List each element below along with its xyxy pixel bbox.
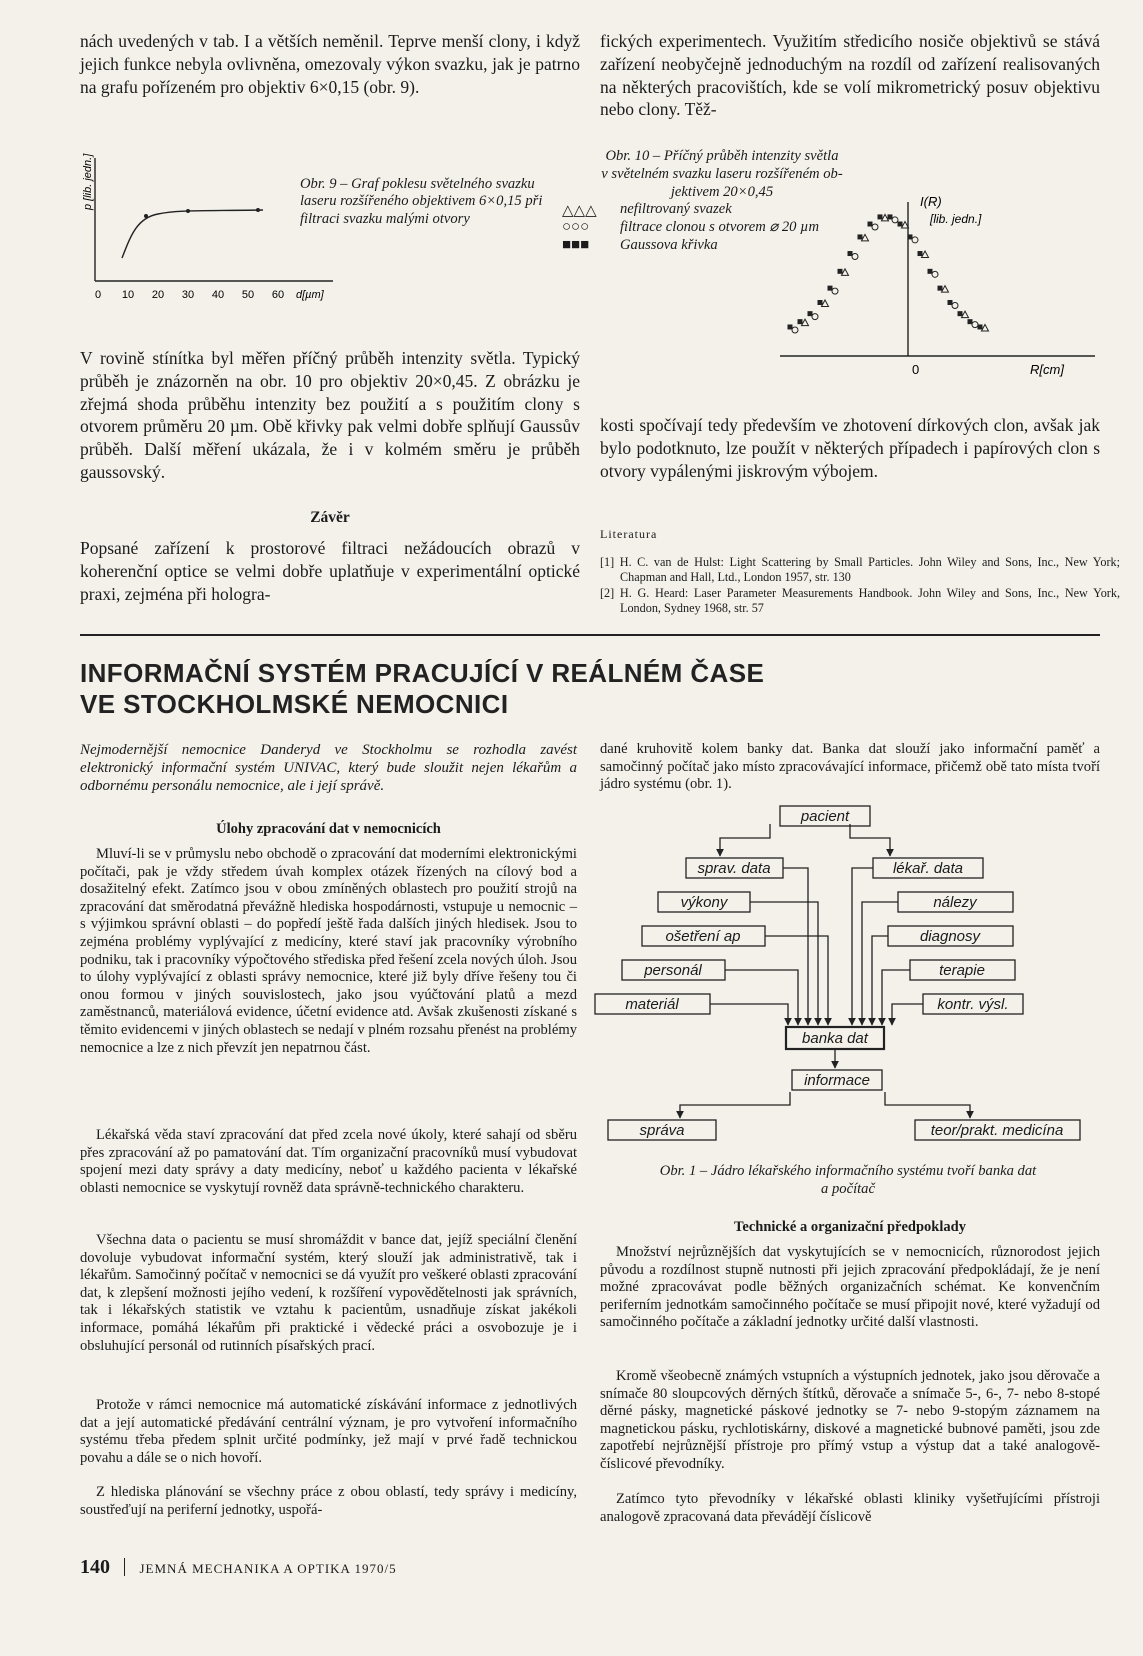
filtered-point [912,237,918,243]
figure-10-graph [780,192,1100,382]
paragraph-section-2-b: Kromě všeobecně známých vstupních a výstupních jednotek, jako jsou děrovače a snímače 80 sloupcových děrných štítků, děrovače a snímače 5-, 6-, 7- nebo 8-stopé děrné pásky, magnetické páskové jednotky se 7- nebo 9-stopým záznamem na magnetickou pásku, rychlotiskárny, diskové a magnetické bubnové paměti, jsou zde zapotřebí nejrůznější přístroje pro přímý vstup a výstup dat a také analogově-číslicové převodníky. [600,1368,1100,1472]
diagram-material: materiál [625,996,679,1013]
diagram-nalezy: nálezy [933,894,977,911]
filtered-point [832,288,838,294]
paragraph-section-2-c: Zatímco tyto převodníky v lékařské oblasti kliniky vyšetřujícími přístroji analogově zpracovaná data převádějí číslicově [600,1491,1100,1525]
unfiltered-point [822,300,829,307]
figure-10-caption-line-1: Obr. 10 – Příčný průběh intenzity světla [605,148,839,164]
gauss-point [858,234,863,239]
fig9-tick: 50 [241,289,255,301]
diagram-pacient: pacient [800,808,850,825]
journal-name: JEMNÁ MECHANIKA A OPTIKA 1970/5 [139,1561,397,1576]
unfiltered-point [982,324,989,331]
diagram-sprava: správa [639,1122,685,1139]
paragraph-closing-right: kosti spočívají tedy především ve zhotovení dírkových clon, avšak jak bylo podotknuto, lze použít v některých případech i papírových clon s otvory vypálenými jiskrovým výbojem. [600,415,1100,481]
gauss-point [898,222,903,227]
gauss-point [838,269,843,274]
fig10-ylabel-unit: [lib. jedn.] [930,212,982,226]
fig9-xlabel: d[µm] [296,289,324,301]
fig9-ylabel: p [lib. jedn.] [82,153,94,210]
paragraph-section-1-d: Protože v rámci nemocnice má automatické získávání informace z jednotlivých dat a její automatické předávání centrální význam, je pro vytvoření informačního systému třeba předem splnit určité podmínky, jež mají v prvé řadě technickou povahu a dále se o nich hovoří. [80,1397,577,1466]
filtered-point [852,254,858,260]
gauss-point [818,300,823,305]
diagram-sprav-data: sprav. data [697,860,771,877]
fig9-tick: 40 [211,289,225,301]
filtered-point [872,224,878,230]
figure-1-diagram [590,800,1100,1160]
gauss-point [918,251,923,256]
diagram-informace: informace [804,1072,870,1089]
article-title-line-1: INFORMAČNÍ SYSTÉM PRACUJÍCÍ V REÁLNÉM ČASE [80,658,765,688]
circle-marker-icon: ○○○ [562,219,590,235]
fig10-origin: 0 [912,362,920,377]
unfiltered-point [842,269,849,276]
diagram-teor: teor/prakt. medicína [930,1122,1064,1139]
reference-1: [1] H. C. van de Hulst: Light Scattering by Small Particles. John Wiley and Sons, Inc., New York; Chapman and Hall, Ltd., London 1957, str. 130 [600,555,1120,585]
diagram-kontr: kontr. výsl. [937,996,1009,1013]
figure-10-points [788,214,989,333]
gauss-point [958,311,963,316]
fig10-xlabel: R[cm] [1030,362,1064,377]
legend-label-filtered: filtrace clonou s otvorem ⌀ 20 µm [620,219,820,235]
fig9-tick: 30 [181,289,195,301]
fig9-tick: 20 [151,289,165,301]
paragraph-intro-left: nách uvedených v tab. I a větších neměnil. Teprve menší clony, i když jejich funkce nebyla ovlivněna, omezovaly výkon svazku, jak je patrno na grafu pořízeném pro objektiv 6×0,15 (obr. 9). [80,31,580,97]
unfiltered-point [942,286,949,293]
diagram-osetreni: ošetření ap [665,928,741,945]
filtered-point [812,314,818,320]
paragraph-measurement: V rovině stínítka byl měřen příčný průběh intenzity světla. Typický průběh je znázorněn na obr. 10 pro objektiv 20×0,45. Z obrázku je zřejmá shoda průběhu intenzity bez použití a s použitím clony s otvorem průměru 20 µm. Obě křivky pak velmi dobře splňují Gaussův průběh. Další měření ukázala, že i v kolmém směru je průběh gaussovský. [80,348,580,482]
paragraph-section-1-e: Z hlediska plánování se všechny práce z obou oblastí, tedy správy i medicíny, soustřeďují na periferní jednotky, uspořá- [80,1484,577,1518]
paragraph-section-2-a: Množství nejrůznějších dat vyskytujících se v nemocnicích, různorodost jejich původu a rozdílnost stupně nutnosti při jejich zpracování předpokládají, že je není možné zpracovávat podle běžných organizačních schémat. Ke konvenčním periferním jednotkám samočinného počítače se musí připojit nové, které vyžadují od samočinného počítače a základní jednotky určité další vlastnosti. [600,1244,1100,1331]
filtered-point [952,302,958,308]
unfiltered-point [922,251,929,258]
heading-section-1: Úlohy zpracování dat v nemocnicích [216,821,441,837]
article-divider [80,634,1100,636]
fig10-ylabel: I(R) [920,194,942,209]
filtered-point [932,271,938,277]
reference-2: [2] H. G. Heard: Laser Parameter Measurements Handbook. John Wiley and Sons, Inc., New York, London, Sydney 1968, str. 57 [600,586,1120,616]
page-number: 140 [80,1556,110,1578]
footer-separator [124,1558,125,1576]
heading-zaver: Závěr [310,509,350,526]
diagram-terapie: terapie [939,962,985,979]
figure-1-caption-line-1: Obr. 1 – Jádro lékařského informačního systému tvoří banka dat [659,1163,1037,1179]
paragraph-section-1-c: Všechna data o pacientu se musí shromáždit v bance dat, jejíž speciální členění dovoluje vybudovat informační systém, který slouží jak administrativě, tak i lékařům. Samočinný počítač v nemocnici se dá využít pro veškeré oblasti zpracování dat, k zlepšení možnosti jejího vedení, k rozšíření vypovědětelnosti jak správních, tak i lékařských statistik ve vztahu k pacientům, usnadňuje získat jakékoli informace, pomáhá lékařům při praktické i vědecké práci a osvobozuje je i obsluhující personál od rutinních písařských prací. [80,1232,577,1354]
paragraph-conclusion: Popsané zařízení k prostorové filtraci nežádoucích obrazů v koherenční optice se velmi dobře uplatňuje v experimentální optické praxi, zejména při hologra- [80,538,580,604]
diagram-vykony: výkony [680,894,728,911]
unfiltered-point [802,319,809,326]
figure-10-caption-line-3: jektivem 20×0,45 [670,184,774,200]
paragraph-intro-right: fických experimentech. Využitím středicího nosiče objektivů se stává zařízení neobyčejně jednoduchým na rozdíl od zařízení realisovaných na některých pracovištích, kde se volí mikrometrický posuv objektivu nebo clony. Těž- [600,31,1100,120]
article-title-line-2: VE STOCKHOLMSKÉ NEMOCNICI [80,689,509,719]
gauss-point [978,324,983,329]
gauss-point [938,286,943,291]
figure-9-graph [78,148,338,303]
filtered-point [792,327,798,333]
diagram-diagnosy: diagnosy [919,928,981,945]
diagram-lekar-data: lékař. data [892,860,964,877]
fig9-tick: 0 [94,289,102,301]
paragraph-section-1-a: Mluví-li se v průmyslu nebo obchodě o zpracování dat moderními elektronickými počítači, pak je vždy středem úvah komplex otázek řízených na cílový bod a dosažitelný efekt. Zatímco jsou v obou zmíněných oblastech pro použití strojů na zpracování dat směrodatná převážně hlediska hospodárnosti, vstupuje u nemocnic – s výjimkou správní oblasti – do popředí ještě řada dalších jiných hledisek. Jsou to zejména problémy vyplývající z medicíny, které staví jak pracovníky výrobního podniku, tak i pracovníky výpočtového střediska před řešení zcela nových úloh. Jsou to úlohy vyplývající z oblasti správy nemocnice, které již byly dříve řešeny tou či onou formou v jiných souvislostech, jako jsou vyúčtování platů a mezd zaměstnanců, materiálová evidence, účetní evidence atd. Avšak zkušenosti získané s těmito evidencemi v jiných oblastech se nedají v plném rozsahu přenést na problémy nemocnice a lze z nich převzít jen nepatrnou část. [80,846,577,1056]
heading-section-2: Technické a organizační předpoklady [734,1219,966,1235]
filtered-point [892,217,898,223]
fig9-tick: 60 [271,289,285,301]
diagram-banka: banka dat [802,1030,868,1047]
unfiltered-point [862,234,869,241]
article-title [80,658,1080,720]
legend-label-gauss: Gaussova křivka [620,237,718,253]
paragraph-section-1-b: Lékařská věda staví zpracování dat před zcela nové úkoly, které sahají od sběru přes zpracování až po pamatování dat. Tím organizační pracovníků musí vybudovat spojení mezi daty správy a daty medicíny, neboť u každého pacienta v lékařské oblasti nemocnice se vyskytují rovněž data správně-technického charakteru. [80,1127,577,1196]
unfiltered-point [882,214,889,221]
gauss-point [878,214,883,219]
square-marker-icon: ■■■ [562,237,590,253]
diagram-personal: personál [644,962,702,979]
triangle-marker-icon: △△△ [562,203,597,219]
paragraph-data-bank: dané kruhovitě kolem banky dat. Banka dat slouží jako informační paměť a samočinný počítač jako místo zpracovávající informace, přičemž obě tato místa tvoří jádro systému (obr. 1). [600,741,1100,793]
unfiltered-point [962,311,969,318]
fig9-tick: 10 [121,289,135,301]
figure-1-caption-line-2: a počítač [821,1181,875,1197]
figure-10-caption-line-2: v světelném svazku laseru rozšířeném ob- [601,166,843,182]
heading-literature: Literatura [600,527,658,541]
page-footer [80,1556,397,1579]
figure-9-caption: Obr. 9 – Graf poklesu světelného svazku laseru rozšířeného objektivem 6×0,15 při filtraci svazku malými otvory [300,176,543,227]
article-lead: Nejmodernější nemocnice Danderyd ve Stockholmu se rozhodla zavést elektronický informační systém UNIVAC, který bude sloužit nejen lékařům a odbornému personálu nemocnice, ale i její správě. [80,742,577,794]
gauss-point [798,319,803,324]
filtered-point [972,322,978,328]
legend-label-unfiltered: nefiltrovaný svazek [620,201,732,217]
